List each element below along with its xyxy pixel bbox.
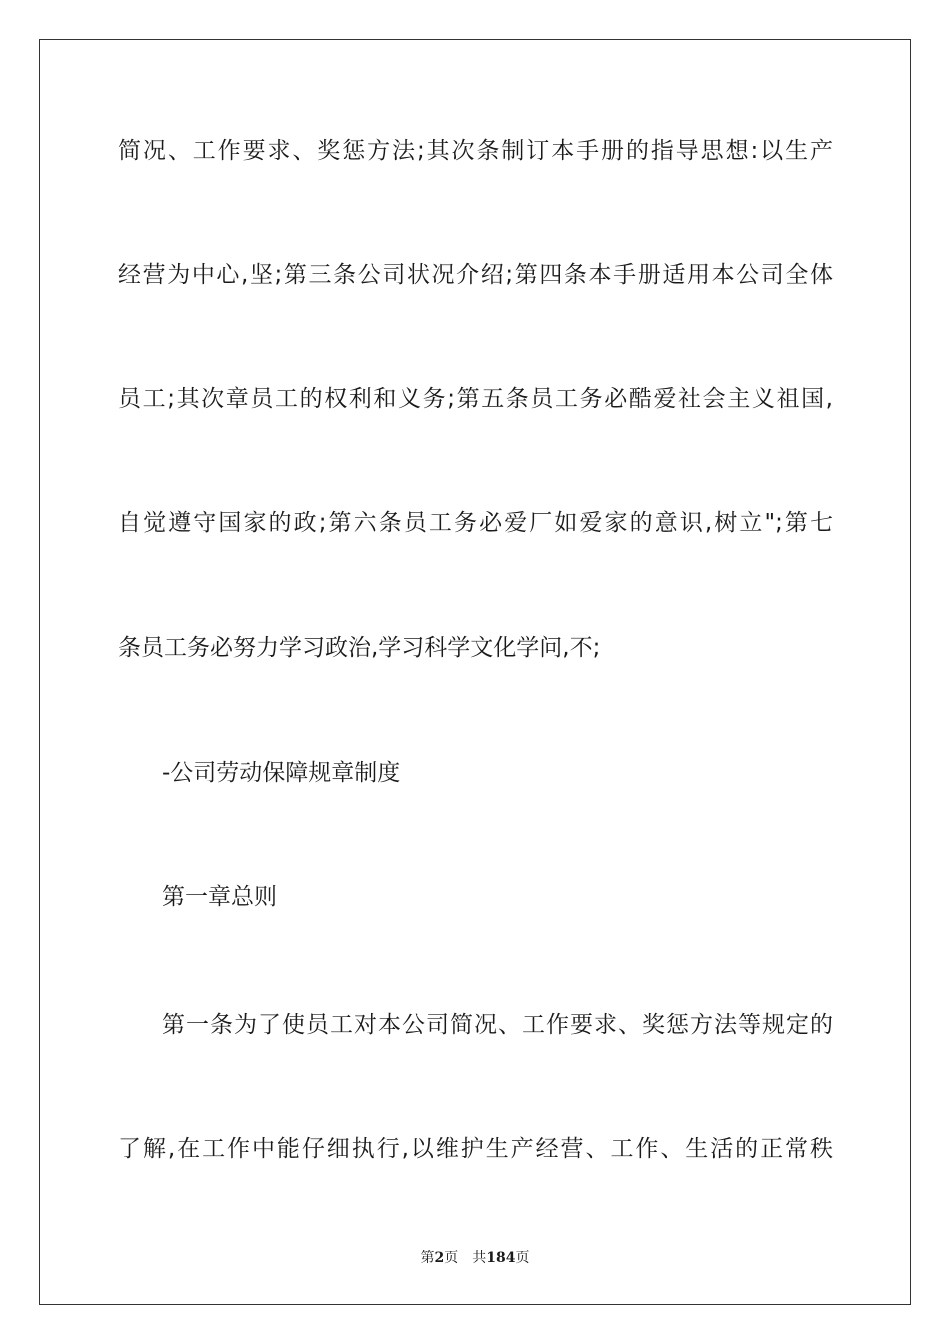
text-line: 员工;其次章员工的权利和义务;第五条员工务必酷爱社会主义祖国,	[118, 386, 833, 412]
total-prefix: 共	[472, 1250, 487, 1266]
text-line: 了解,在工作中能仔细执行,以维护生产经营、工作、生活的正常秩	[118, 1136, 833, 1162]
text-line: 条员工务必努力学习政治,学习科学文化学问,不;	[118, 635, 601, 661]
text-line: 第一条为了使员工对本公司简况、工作要求、奖惩方法等规定的	[162, 1012, 833, 1038]
page-suffix: 页	[444, 1250, 459, 1266]
text-line: 简况、工作要求、奖惩方法;其次条制订本手册的指导思想:以生产	[118, 138, 833, 164]
page-number: 2	[434, 1250, 445, 1266]
page-prefix: 第	[420, 1250, 435, 1266]
total-suffix: 页	[515, 1250, 530, 1266]
text-line: 经营为中心,坚;第三条公司状况介绍;第四条本手册适用本公司全体	[118, 262, 833, 288]
text-line: 自觉遵守国家的政;第六条员工务必爱厂如爱家的意识,树立";第七	[118, 510, 833, 536]
section-title: -公司劳动保障规章制度	[162, 760, 401, 786]
total-pages: 184	[486, 1250, 516, 1266]
chapter-heading: 第一章总则	[162, 884, 277, 910]
page-footer	[0, 1249, 950, 1267]
page-border	[39, 39, 911, 1305]
